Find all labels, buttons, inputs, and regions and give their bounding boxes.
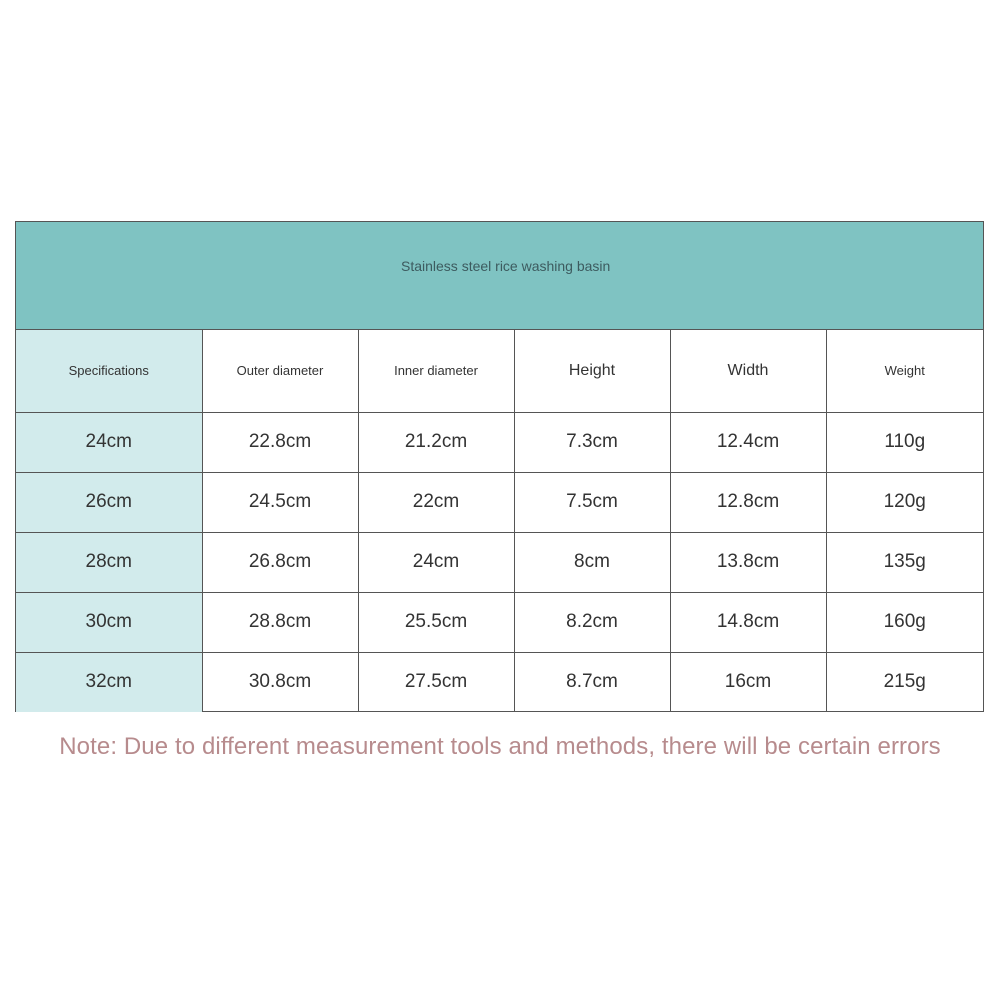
table-cell: 24cm [358, 532, 514, 592]
table-cell: 12.4cm [670, 412, 826, 472]
table-cell: 14.8cm [670, 592, 826, 652]
table-cell: 16cm [670, 652, 826, 712]
table-row [16, 532, 983, 592]
table-cell: 25.5cm [358, 592, 514, 652]
spec-cell: 24cm [16, 412, 202, 472]
table-cell: 21.2cm [358, 412, 514, 472]
table-cell: 26.8cm [202, 532, 358, 592]
table-cell: 30.8cm [202, 652, 358, 712]
header-cell: Width [670, 330, 826, 412]
table-cell: 22cm [358, 472, 514, 532]
table-cell: 8.7cm [514, 652, 670, 712]
table-row [16, 412, 983, 472]
size-chart [15, 221, 984, 712]
table-cell: 24.5cm [202, 472, 358, 532]
measurement-note: Note: Due to different measurement tools and methods, there will be certain errors [59, 733, 941, 760]
table-cell: 215g [826, 652, 983, 712]
table-cell: 135g [826, 532, 983, 592]
header-cell: Inner diameter [358, 330, 514, 412]
spec-cell: 30cm [16, 592, 202, 652]
spec-cell: 26cm [16, 472, 202, 532]
table-row [16, 652, 983, 712]
header-cell: Specifications [16, 330, 202, 412]
table-cell: 28.8cm [202, 592, 358, 652]
table-cell: 27.5cm [358, 652, 514, 712]
header-row [16, 330, 983, 412]
spec-cell: 32cm [16, 652, 202, 712]
table-cell: 8cm [514, 532, 670, 592]
table-cell: 7.5cm [514, 472, 670, 532]
table-cell: 8.2cm [514, 592, 670, 652]
table-cell: 13.8cm [670, 532, 826, 592]
spec-cell: 28cm [16, 532, 202, 592]
table-row [16, 472, 983, 532]
table-cell: 160g [826, 592, 983, 652]
size-table [16, 330, 983, 712]
table-title: Stainless steel rice washing basin [401, 258, 611, 274]
table-cell: 22.8cm [202, 412, 358, 472]
table-cell: 12.8cm [670, 472, 826, 532]
table-title-banner [16, 222, 983, 330]
table-cell: 120g [826, 472, 983, 532]
table-cell: 110g [826, 412, 983, 472]
header-cell: Weight [826, 330, 983, 412]
header-cell: Height [514, 330, 670, 412]
header-cell: Outer diameter [202, 330, 358, 412]
table-row [16, 592, 983, 652]
table-cell: 7.3cm [514, 412, 670, 472]
